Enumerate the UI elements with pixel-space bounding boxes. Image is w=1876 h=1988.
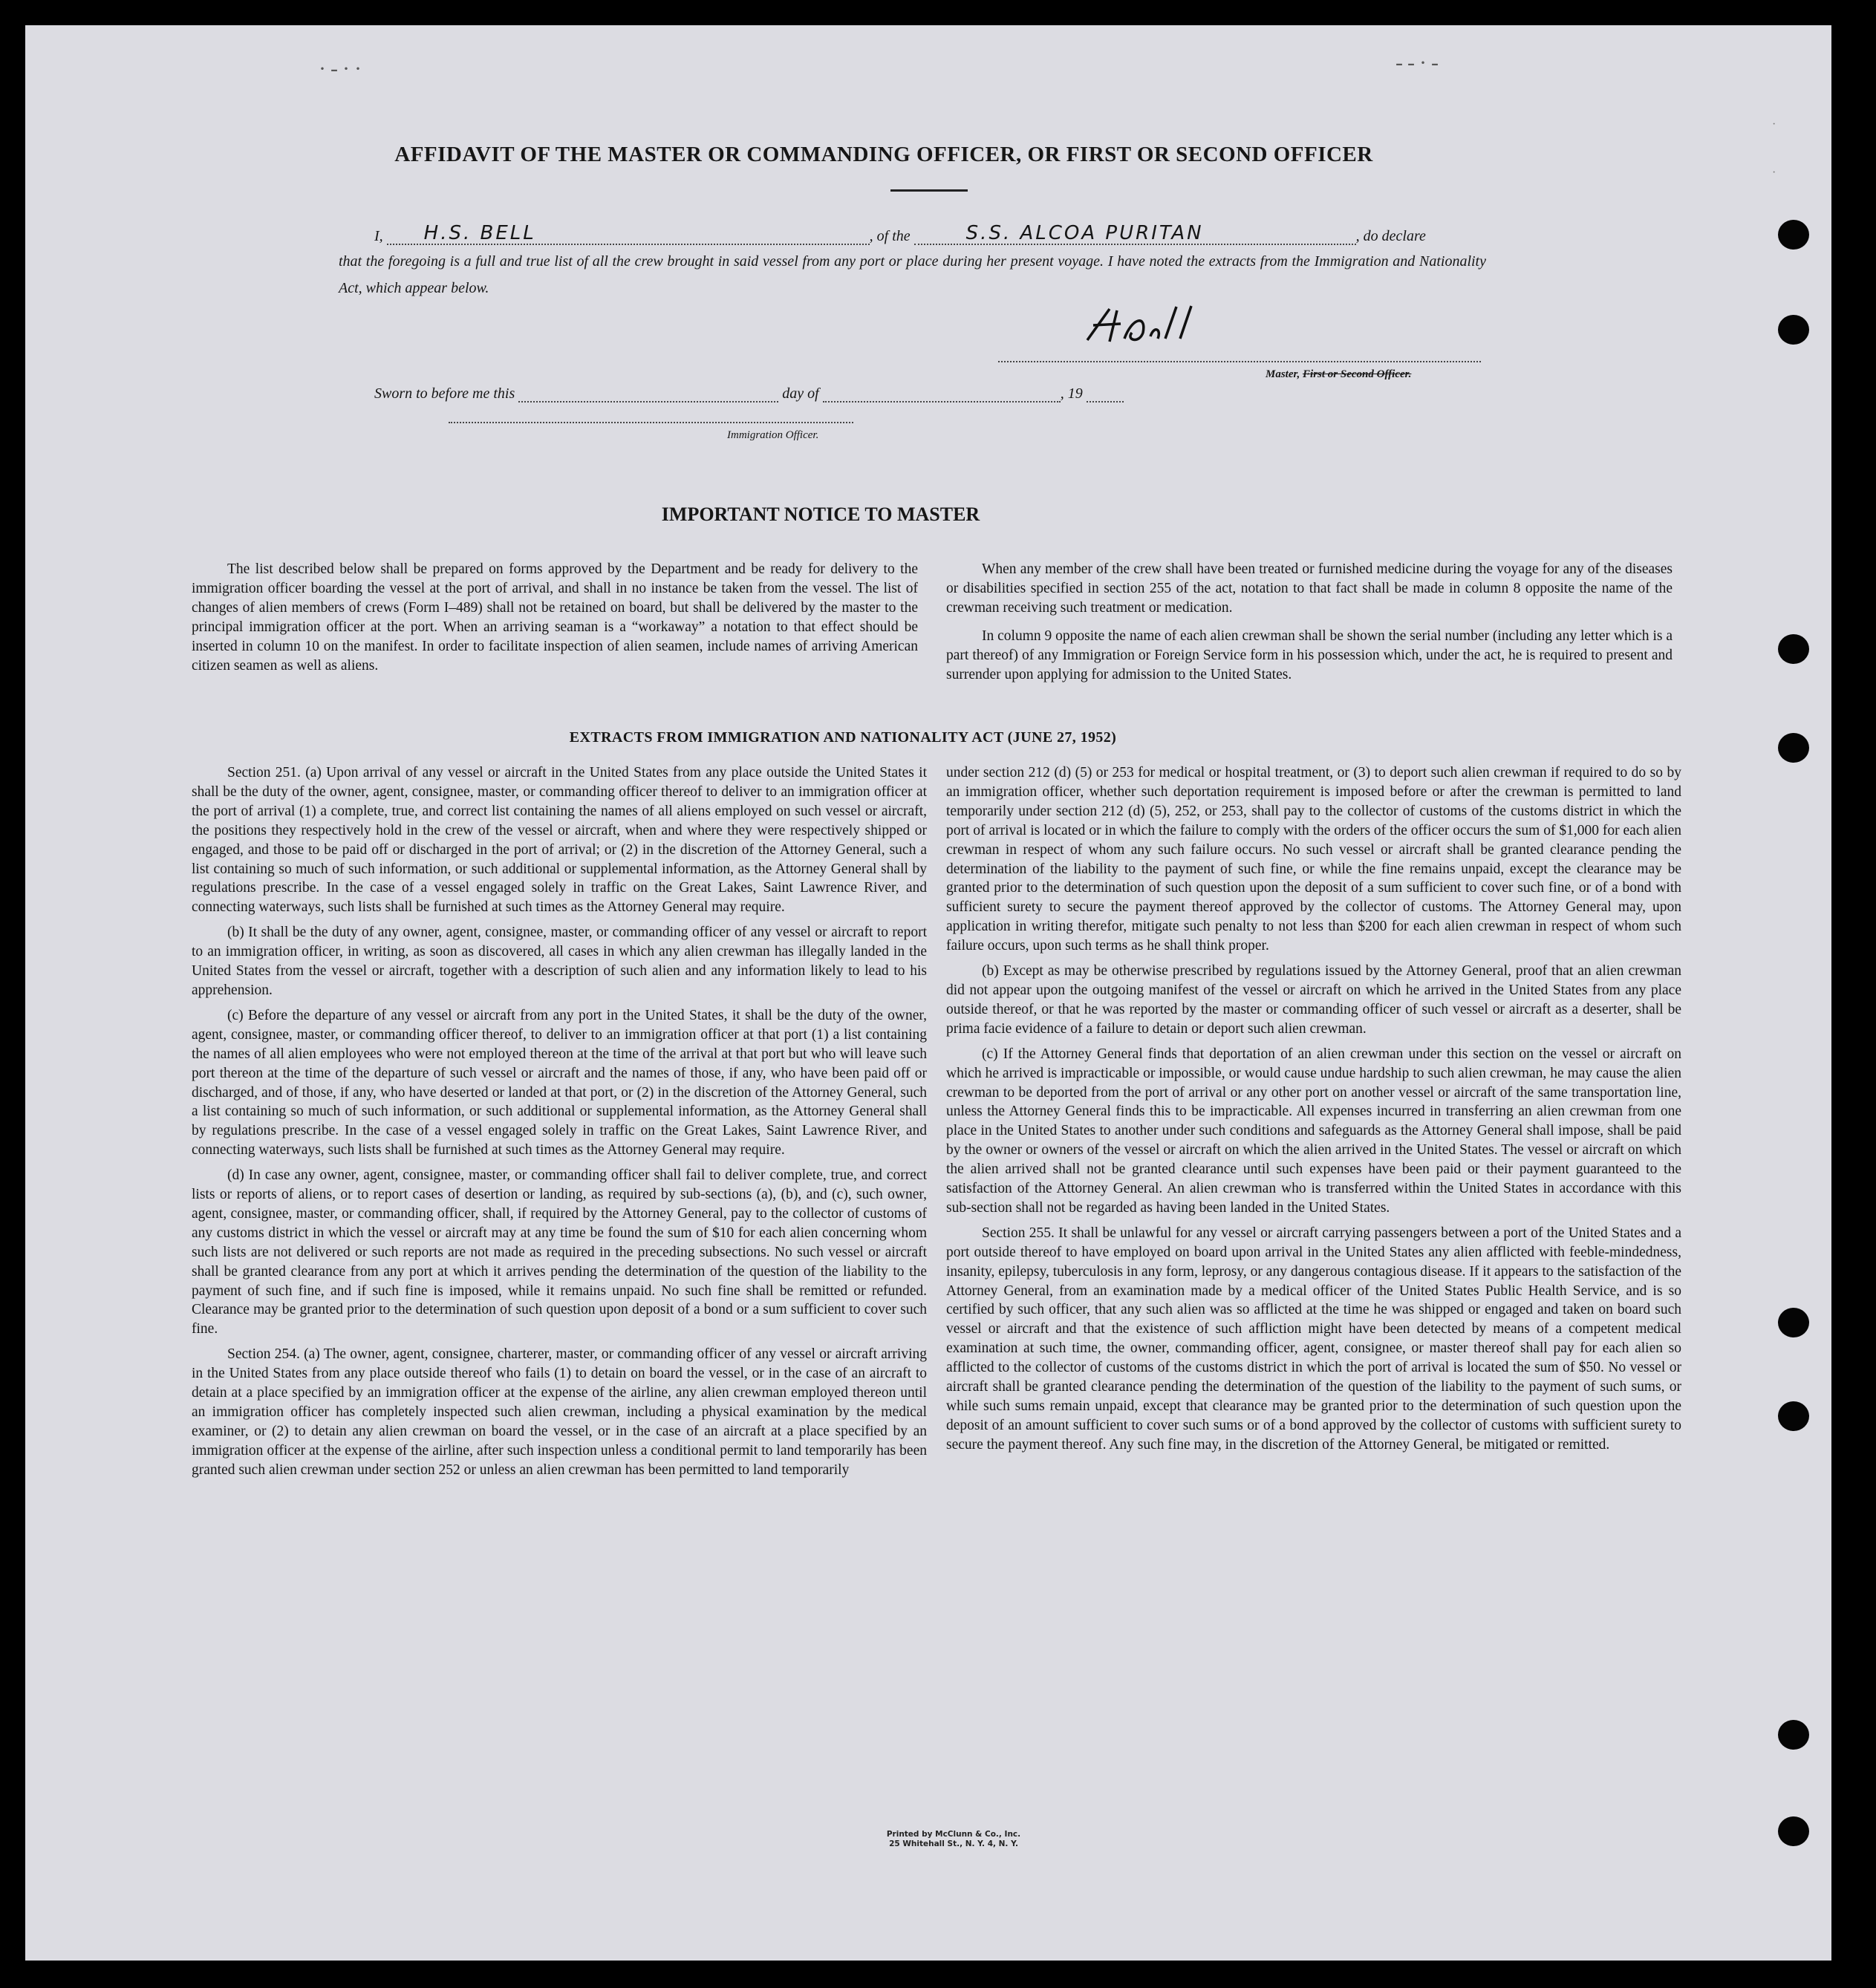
- extract-paragraph: Section 255. It shall be unlawful for any vessel or aircraft carrying passengers between a port of the United States and a port outside thereof to have employed on board upon arrival in the United States any alien afflicted with feeble-mindedness, insanity, epilepsy, tuberculosis in any form, leprosy, or any dangerous contagious disease. If it appears to the satisfaction of the Attorney General, from an examination made by a medical officer of the United States Public Health Service, and is so certified by such officer, that any such alien was so afflicted at the time he was shipped or engaged and taken on board such vessel or aircraft and that the existence of such affliction might have been detected by means of a competent medical examination at such time, the owner, commanding officer, agent, consignee, or master thereof shall pay for each alien so afflicted to the collector of customs of the customs district in which the port of arrival is located the sum of $50. No vessel or aircraft shall be granted clearance pending the determination of the question of the liability to the payment of such sums, or while such sums remain unpaid, except that clearance may be granted prior to the determination of such question upon the deposit of an amount sufficient to cover such sums or of a bond approved by the collector of customs with sufficient surety to secure the payment thereof. Any such fine may, in the discretion of the Attorney General, be mitigated or remitted.: [946, 1225, 1681, 1453]
- of-the-label: , of the: [869, 228, 911, 244]
- sworn-day-field[interactable]: [518, 385, 778, 403]
- extract-paragraph: (d) In case any owner, agent, consignee, master, or commanding officer shall fail to deliver complete, true, and correct lists or reports of aliens, or to report cases of desertion or landing, as required by sub-sections (a), (b), and (c), such owner, agent, consignee, master, or commanding officer, shall, if required by the Attorney General, pay to the collector of customs of any customs district in which the vessel or aircraft may at any time be found the sum of $10 for each alien concerning whom such lists are not delivered or such reports are not made as required in the preceding subsections. No such vessel or aircraft shall be granted clearance from any port at which it arrives pending the determination of the question of the liability to the payment of such fine, and if such fine is imposed, while it remains unpaid. No such fine shall be remitted or refunded. Clearance may be granted prior to the determination of such question upon deposit of a bond or a sum sufficient to cover such fine.: [192, 1167, 927, 1337]
- first-second-officer-struck: First or Second Officer.: [1303, 368, 1412, 380]
- binder-hole: [1778, 1816, 1809, 1846]
- notice-heading: IMPORTANT NOTICE TO MASTER: [661, 503, 980, 525]
- master-title: [1266, 368, 1411, 381]
- extract-paragraph: (b) It shall be the duty of any owner, agent, consignee, master, or commanding officer of any vessel or aircraft to report to an immigration officer, in writing, as soon as discovered, all cases in which any alien crewman has illegally landed in the United States from the vessel or aircraft, together with a description of such alien and any information likely to lead to his apprehension.: [192, 925, 927, 998]
- extract-paragraph: (c) If the Attorney General finds that deportation of an alien crewman under this section on the vessel or aircraft on which he arrived is impracticable or impossible, or would cause undue hardship to such alien crewman, he may cause the alien crewman to be deported from the port of arrival or any other port on another vessel or aircraft of the same transportation line, unless the Attorney General finds this to be impracticable. All expenses incurred in transferring an alien crewman from one place in the United States to another under such conditions and safeguards as the Attorney General shall impose, shall be paid by the owner or owners of the vessel or aircraft on which the alien arrived in the United States. The vessel or aircraft on which the alien arrived shall not be granted clearance until such expenses have been paid or their payment guaranteed to the satisfaction of the Attorney General. An alien crewman who is transferred within the United States in accordance with this sub-section shall not be regarded as having been landed in the United States.: [946, 1046, 1681, 1216]
- extract-paragraph: (b) Except as may be otherwise prescribed by regulations issued by the Attorney General, proof that an alien crewman did not appear upon the outgoing manifest of the vessel or aircraft on which he arrived in the United States from any place outside thereof, or that he was reported by the master or commanding officer of such vessel or aircraft as a deserter, shall be prima facie evidence of a failure to detain or deport such alien crewman.: [946, 963, 1681, 1037]
- signature-line[interactable]: [998, 339, 1481, 362]
- sworn-line: [374, 385, 1124, 403]
- immigration-officer-line[interactable]: [449, 411, 853, 423]
- sworn-month-field[interactable]: [823, 385, 1061, 403]
- declarant-prefix: I,: [374, 228, 383, 244]
- declare-label: , do declare: [1355, 228, 1426, 244]
- year-label: , 19: [1060, 385, 1083, 402]
- immigration-officer-label: Immigration Officer.: [727, 429, 819, 441]
- extract-paragraph: under section 212 (d) (5) or 253 for medical or hospital treatment, or (3) to deport such alien crewman if required to do so by an immigration officer, whether such deportation requirement is imposed before or after the crewman is permitted to land temporarily under section 212 (d) (5), 252, or 253, shall pay to the collector of customs of the customs district in which the port of arrival is located or in which the failure to comply with the orders of the officer occurs the sum of $1,000 for each alien crewman in respect of whom any such failure occurs. No such vessel or aircraft shall be granted clearance pending the determination of the liability to the payment of such fine, or while the fine remains unpaid, except the clearance may be granted prior to the determination of such question upon the deposit of a sum sufficient to cover such fine, or of a bond with sufficient surety to secure the payment thereof approved by the collector of customs. The Attorney General may, upon application in writing therefor, mitigate such penalty to not less than $200 for each alien crewman in respect of whom such failure occurs, upon such terms as he shall think proper.: [946, 765, 1681, 954]
- binder-hole: [1778, 1401, 1809, 1431]
- notice-right-column: [946, 560, 1673, 693]
- binder-hole: [1778, 220, 1809, 250]
- notice-paragraph: When any member of the crew shall have been treated or furnished medicine during the voyage for any of the diseases or disabilities specified in section 255 of the act, notation to that fact shall be made in column 8 opposite the name of the crewman receiving such treatment or medication.: [946, 561, 1673, 616]
- day-of-label: day of: [782, 385, 819, 402]
- binder-hole: [1778, 634, 1809, 664]
- extracts-right-column: [946, 763, 1681, 1461]
- master-label: Master,: [1266, 368, 1300, 380]
- binder-hole: [1778, 1308, 1809, 1337]
- extracts-heading: EXTRACTS FROM IMMIGRATION AND NATIONALITY ACT (JUNE 27, 1952): [569, 729, 1117, 746]
- printer-line: 25 Whitehall St., N. Y. 4, N. Y.: [889, 1839, 1018, 1848]
- sworn-label: Sworn to before me this: [374, 385, 515, 402]
- declaration-text: that the foregoing is a full and true list of all the crew brought in said vessel from any port or place during her present voyage. I have noted the extracts from the Immigration and Nationality Act, which appear below.: [339, 253, 1486, 296]
- printer-line: Printed by McClunn & Co., Inc.: [886, 1830, 1021, 1839]
- binder-hole: [1778, 315, 1809, 345]
- vessel-name-field[interactable]: S.S. ALCOA PURITAN: [914, 223, 1356, 245]
- form-page: [25, 25, 1831, 1961]
- binder-hole: [1778, 1720, 1809, 1750]
- sworn-year-field[interactable]: [1087, 385, 1124, 403]
- notice-paragraph: In column 9 opposite the name of each alien crewman shall be shown the serial number (including any letter which is a part thereof) of any Immigration or Foreign Service form in his possession which, under the act, he is required to present and surrender upon applying for admission to the United States.: [946, 628, 1673, 682]
- printer-imprint: [842, 1830, 1065, 1849]
- corner-mark-right: ‐‐·‐: [1395, 50, 1443, 75]
- affidavit-title: AFFIDAVIT OF THE MASTER OR COMMANDING OFFICER, OR FIRST OR SECOND OFFICER: [394, 143, 1373, 166]
- corner-mark-left: ·‐··: [319, 56, 366, 81]
- notice-left-column: [192, 560, 918, 684]
- extract-paragraph: Section 251. (a) Upon arrival of any vessel or aircraft in the United States from any place outside the United States it shall be the duty of the owner, agent, consignee, master, or commanding officer thereof to deliver to an immigration officer at the port of arrival (1) a complete, true, and correct list containing the names of all aliens employed on such vessel or aircraft, the positions they respectively hold in the crew of the vessel or aircraft, when and where they were respectively shipped or engaged, and those to be paid off or discharged in the port of arrival; or (2) in the discretion of the Attorney General, such a list containing so much of such information, or such additional or supplemental information, as the Attorney General shall by regulations prescribe. In the case of a vessel engaged solely in traffic on the Great Lakes, Saint Lawrence River, and connecting waterways, such lists shall be furnished at such times as the Attorney General may require.: [192, 765, 927, 916]
- notice-paragraph: The list described below shall be prepared on forms approved by the Department and be ready for delivery to the immigration officer boarding the vessel at the port of arrival, and shall in no instance be taken from the vessel. The list of changes of alien members of crews (Form I–489) shall not be retained on board, but shall be delivered by the master to the principal immigration officer at the port. When an arriving seaman is a “workaway” a notation to that effect should be inserted in column 10 on the manifest. In order to facilitate inspection of alien seamen, include names of arriving American citizen seamen as well as aliens.: [192, 561, 918, 674]
- extracts-left-column: [192, 763, 927, 1486]
- extract-paragraph: (c) Before the departure of any vessel or aircraft from any port in the United States, it shall be the duty of the owner, agent, consignee, master, or commanding officer thereof, to deliver to an immigration officer at that port (1) a list containing the names of all alien employees who were not employed thereon at the time of the arrival at that port but who will leave such port thereon at the time of the departure of such vessel or aircraft and the names of those, if any, who have been paid off or discharged, and of those, if any, who have deserted or landed at that port, or (2) in the discretion of the Attorney General, such a list containing so much of such information, or such additional or supplemental information, as the Attorney General shall by regulations prescribe. In the case of a vessel engaged solely in traffic on the Great Lakes, Saint Lawrence River, and connecting waterways, such lists shall be furnished at such times as the Attorney General may require.: [192, 1007, 927, 1158]
- declaration-line: [374, 223, 1426, 245]
- title-rule: [890, 189, 968, 192]
- master-name-field[interactable]: H.S. BELL: [387, 223, 870, 245]
- edge-mark: ·: [1772, 166, 1776, 179]
- extract-paragraph: Section 254. (a) The owner, agent, consignee, charterer, master, or commanding officer of any vessel or aircraft arriving in the United States from any place outside thereof who fails (1) to detain on board the vessel, or in the case of an aircraft to detain at a place specified by an immigration officer at the expense of the airline, any alien crewman employed thereon until an immigration officer has completely inspected such alien crewman, including a physical examination by the medical examiner, or (2) to detain any alien crewman on board the vessel, or in the case of an aircraft at a place specified by an immigration officer at the expense of the airline, after such inspection unless a conditional permit to land temporarily has been granted such alien crewman under section 252 or unless an alien crewman has been permitted to land temporarily: [192, 1346, 927, 1478]
- edge-mark: ·: [1772, 118, 1776, 131]
